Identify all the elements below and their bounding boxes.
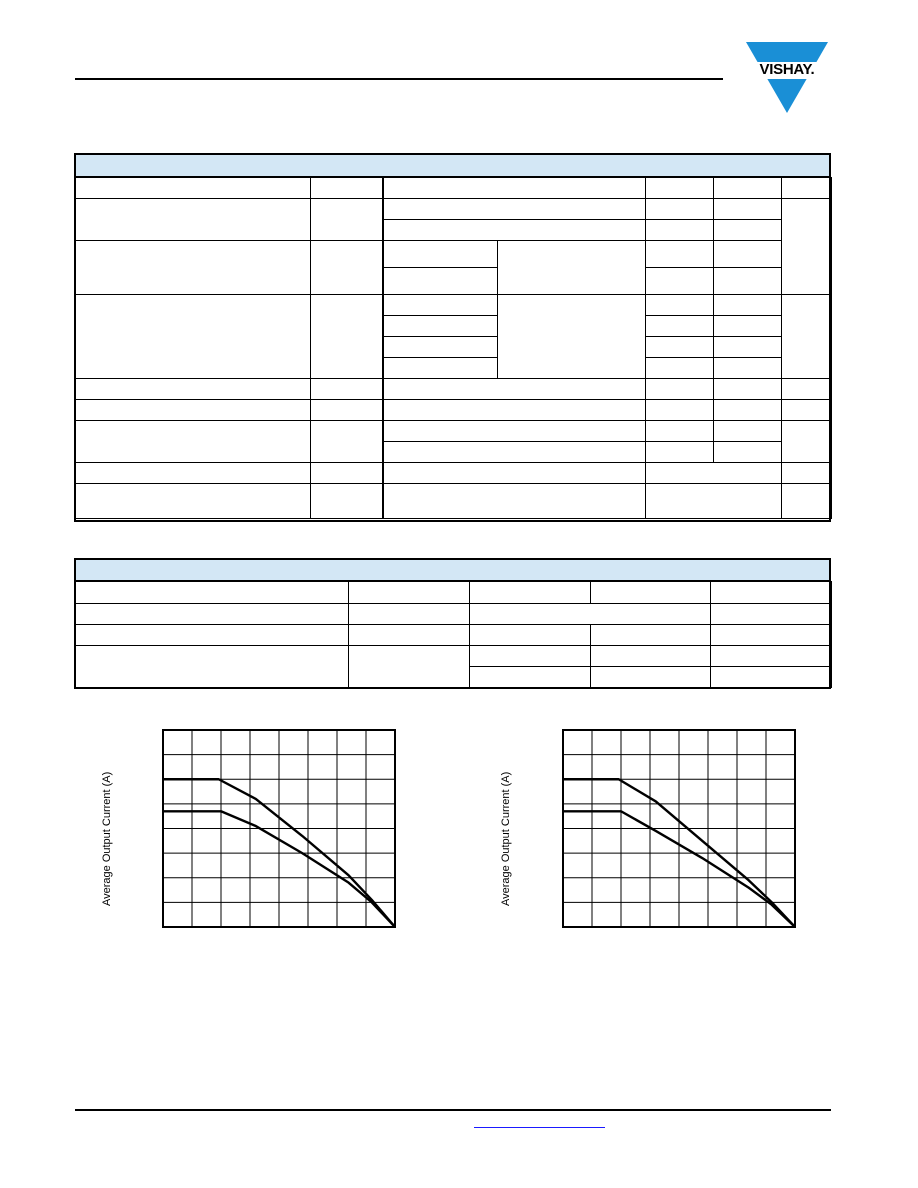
chart2-y-axis-label: Average Output Current (A) [500, 771, 512, 906]
table-row [75, 646, 832, 667]
vishay-triangle-icon [742, 42, 832, 114]
table2 [74, 581, 832, 688]
footer-link-underline[interactable] [474, 1127, 605, 1128]
table1 [74, 177, 832, 519]
logo-wordmark: VISHAY. [759, 61, 815, 78]
table1-header-band [74, 153, 831, 177]
table-row [75, 241, 832, 268]
table-row [75, 295, 832, 316]
table-row [75, 199, 832, 220]
table-row [75, 582, 832, 604]
table-row [75, 604, 832, 625]
footer-rule [75, 1109, 831, 1111]
table-row [75, 178, 832, 199]
chart2-plot [562, 729, 796, 928]
table-row [75, 625, 832, 646]
vishay-logo [742, 42, 832, 114]
table-row [75, 484, 832, 519]
table-row [75, 463, 832, 484]
chart1-plot [162, 729, 396, 928]
table2-header-band [74, 558, 831, 581]
table-row [75, 379, 832, 400]
table-row [75, 421, 832, 442]
header-rule [75, 78, 723, 80]
table-row [75, 400, 832, 421]
chart1-y-axis-label: Average Output Current (A) [101, 771, 113, 906]
